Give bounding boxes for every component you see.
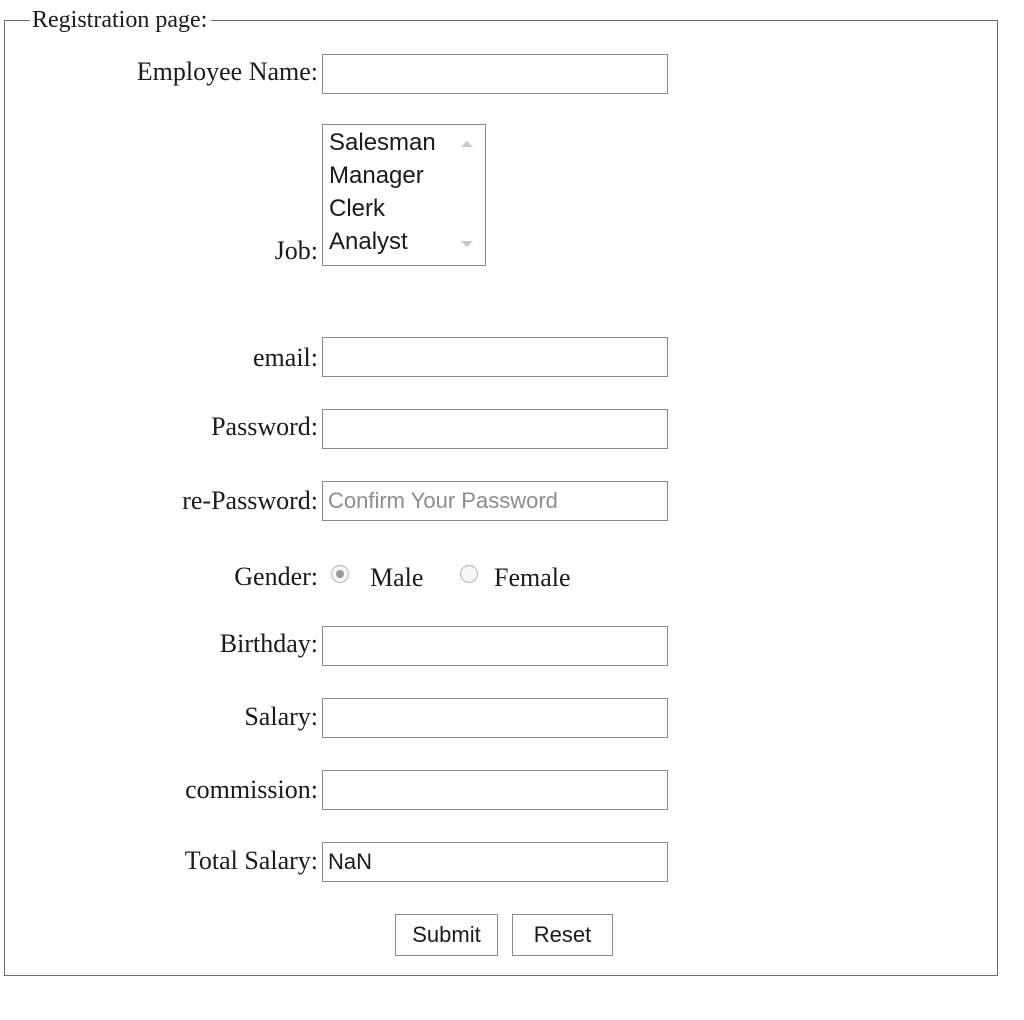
total-salary-input[interactable]: NaN: [322, 842, 668, 882]
gender-female-radio[interactable]: [460, 565, 478, 583]
birthday-label: Birthday:: [219, 629, 318, 658]
job-label: Job:: [274, 236, 318, 265]
fieldset-legend: Registration page:: [30, 6, 211, 34]
total-salary-label: Total Salary:: [184, 846, 318, 875]
job-option-salesman[interactable]: Salesman: [329, 129, 436, 156]
employee-name-label: Employee Name:: [136, 57, 318, 86]
commission-label: commission:: [185, 775, 318, 804]
salary-label: Salary:: [244, 702, 318, 731]
gender-male-radio[interactable]: [331, 565, 349, 583]
password-input[interactable]: [322, 409, 668, 449]
gender-label: Gender:: [234, 562, 318, 591]
birthday-input[interactable]: [322, 626, 668, 666]
gender-female-label[interactable]: Female: [494, 563, 571, 592]
job-option-clerk[interactable]: Clerk: [329, 195, 386, 222]
re-password-label: re-Password:: [182, 486, 318, 515]
commission-input[interactable]: [322, 770, 668, 810]
scroll-down-arrow-icon[interactable]: [461, 241, 473, 247]
submit-button[interactable]: Submit: [395, 914, 498, 956]
re-password-input[interactable]: Confirm Your Password: [322, 481, 668, 521]
scroll-up-arrow-icon[interactable]: [461, 141, 473, 147]
gender-male-label[interactable]: Male: [370, 563, 424, 592]
email-input[interactable]: [322, 337, 668, 377]
job-listbox[interactable]: [322, 124, 486, 266]
job-option-manager[interactable]: Manager: [329, 162, 424, 189]
fieldset-border-tick: [4, 20, 30, 21]
reset-button[interactable]: Reset: [512, 914, 613, 956]
job-option-analyst[interactable]: Analyst: [329, 228, 408, 255]
employee-name-input[interactable]: [322, 54, 668, 94]
salary-input[interactable]: [322, 698, 668, 738]
radio-selected-dot: [336, 570, 344, 578]
email-label: email:: [253, 343, 318, 372]
password-label: Password:: [211, 412, 318, 441]
